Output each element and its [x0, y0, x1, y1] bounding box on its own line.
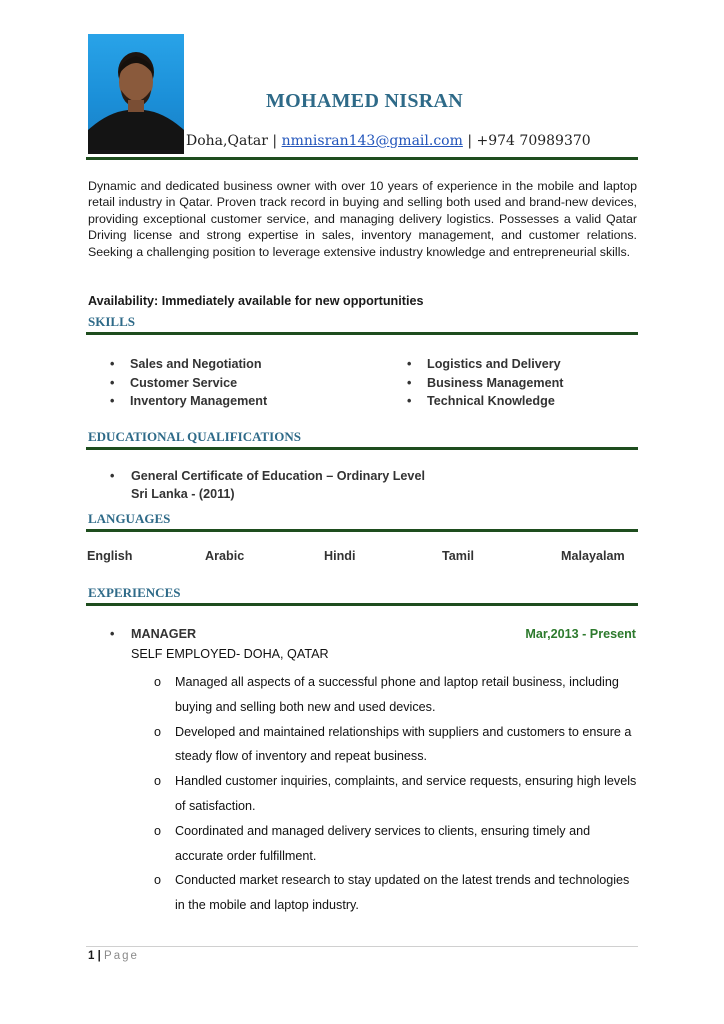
job-company: SELF EMPLOYED- DOHA, QATAR — [131, 647, 329, 661]
language-item: Malayalam — [561, 549, 625, 563]
duty-item: o Conducted market research to stay updated on the latest trends and technologies in the mobile and laptop industry. — [150, 868, 640, 918]
professional-summary: Dynamic and dedicated business owner with over 10 years of experience in the mobile and laptop retail industry in Qatar. Proven track record in buying and selling both used and brand-new devices, providing exceptional customer service, and managing delivery logistics. Possesses a valid Qatar Driving license and strong expertise in sales, inventory management, and customer relations. Seeking a challenging position to leverage extensive industry knowledge and entrepreneurial skills. — [88, 179, 637, 259]
language-item: Tamil — [442, 549, 474, 563]
skill-item: • Logistics and Delivery — [405, 355, 563, 374]
page-footer — [88, 950, 139, 962]
duty-item: o Coordinated and managed delivery services to clients, ensuring timely and accurate order fulfillment. — [150, 819, 640, 869]
footer-separator: | — [97, 950, 101, 962]
education-detail: Sri Lanka - (2011) — [131, 487, 235, 501]
separator: | — [467, 133, 473, 149]
job-title: MANAGER — [131, 627, 197, 641]
duty-item: o Developed and maintained relationships with suppliers and customers to ensure a steady flow of inventory and repeat business. — [150, 720, 640, 770]
header-divider — [86, 157, 638, 160]
separator: | — [272, 133, 278, 149]
profile-photo — [88, 34, 184, 154]
skill-item: • Customer Service — [108, 374, 267, 393]
job-duties-list — [150, 670, 640, 918]
skill-item: • Sales and Negotiation — [108, 355, 267, 374]
footer-divider — [86, 946, 638, 947]
education-divider — [86, 447, 638, 450]
skills-heading: SKILLS — [88, 314, 135, 329]
contact-line — [186, 133, 591, 149]
skill-item: • Inventory Management — [108, 392, 267, 411]
education-title: General Certificate of Education – Ordinary Level — [131, 469, 425, 483]
language-item: English — [87, 549, 133, 563]
education-item: • General Certificate of Education – Ordinary Level Sri Lanka - (2011) — [110, 469, 425, 501]
language-item: Arabic — [205, 549, 245, 563]
skills-list-right — [405, 355, 563, 411]
languages-heading: LANGUAGES — [88, 511, 171, 526]
duty-item: o Handled customer inquiries, complaints, and service requests, ensuring high levels of satisfaction. — [150, 769, 640, 819]
languages-divider — [86, 529, 638, 532]
email-link[interactable]: nmnisran143@gmail.com — [281, 133, 463, 149]
job-dates: Mar,2013 - Present — [525, 627, 636, 641]
skill-item: • Business Management — [405, 374, 563, 393]
experiences-divider — [86, 603, 638, 606]
education-heading: EDUCATIONAL QUALIFICATIONS — [88, 429, 301, 444]
phone-number: +974 70989370 — [476, 133, 591, 149]
skill-item: • Technical Knowledge — [405, 392, 563, 411]
page-number: 1 — [88, 950, 95, 962]
candidate-name: MOHAMED NISRAN — [266, 90, 463, 112]
duty-item: o Managed all aspects of a successful phone and laptop retail business, including buying and selling both new and used devices. — [150, 670, 640, 720]
page-label: Page — [104, 950, 139, 962]
skills-divider — [86, 332, 638, 335]
availability-statement: Availability: Immediately available for new opportunities — [88, 294, 424, 308]
bullet-icon: • — [110, 627, 115, 641]
language-item: Hindi — [324, 549, 356, 563]
skills-list-left — [108, 355, 267, 411]
experiences-heading: EXPERIENCES — [88, 585, 181, 600]
location: Doha,Qatar — [186, 133, 268, 149]
